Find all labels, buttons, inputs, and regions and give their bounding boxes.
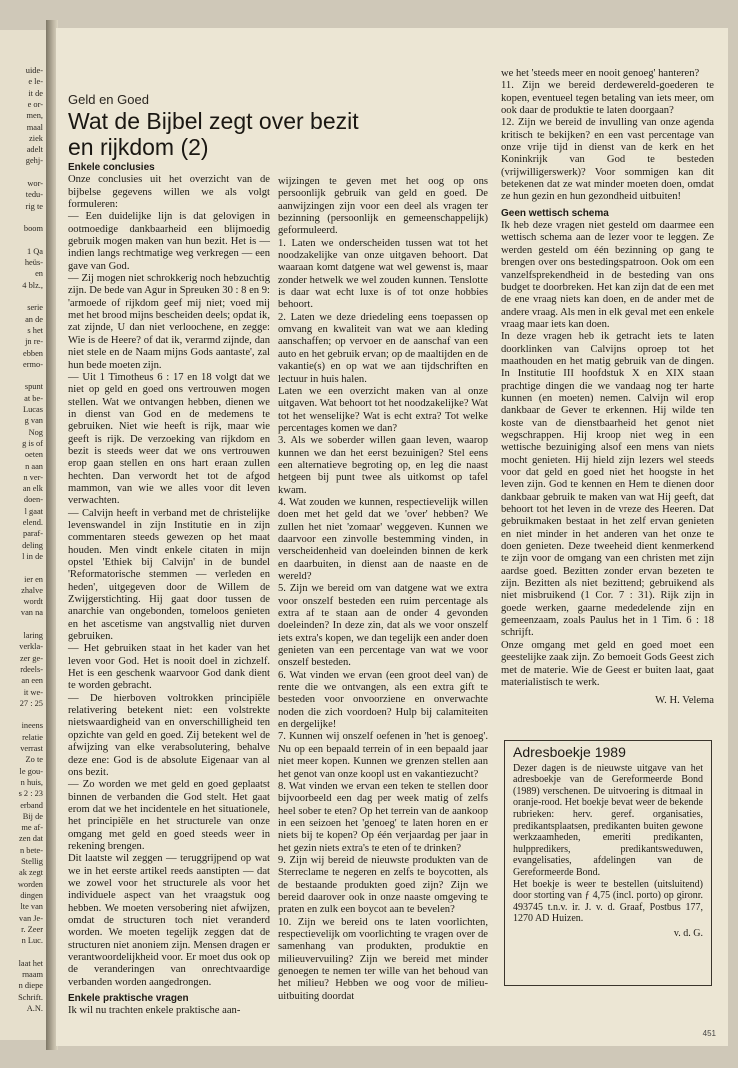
paragraph: 11. Zijn we bereid derdewereld-goederen te kopen, eventueel tegen betaling van iets meer, om ook daar de produktie te laten doorgaan? <box>501 80 714 117</box>
left-page-fragment: gehj- <box>25 156 43 166</box>
subheading: Enkele conclusies <box>68 162 155 173</box>
left-page-fragment: lte van <box>20 902 43 912</box>
box-order: Het boekje is weer te bestellen (uitsluitend) door storting van ƒ 4,75 (incl. porto) op gironr. 493745 t.n.v. ir. J. v. d. Graaf, Postbus 177, 1270 AD Huizen. <box>513 878 703 925</box>
paragraph: Onze omgang met geld en goed moet een geestelijke zaak zijn. Zo bemoeit Gods Geest zich met de materie. Wie de Geest er buiten laat, gaat materialistisch te werk. <box>501 639 714 688</box>
left-page-fragment: l gaat <box>24 506 43 516</box>
left-page-fragment: ziek <box>29 133 43 143</box>
left-page-fragment: Zo te <box>25 755 43 765</box>
left-page-fragment: jn re- <box>25 337 43 347</box>
paragraph: In deze vragen heb ik getracht iets te laten doorklinken van Calvijns oproep tot het maathouden en het matig gebruik van de dingen. In Institutie III hoofdstuk X en XIX staan prachtige dingen die we vandaag nog ter harte kunnen (en moeten) nemen. Calvijn wil erop dankbaar de Gever te erkennen. Hij wilde ten koste van de dienstbaarheid het genot niet wegschrappen. Hij kroop niet weg in een wettische bezuiniging alsof een mens van niets mocht genieten. Hij hield zijn lezers wel steeds voor dat geld en goed niet het hoogste in het leven zijn. God te kennen en Hem te dienen door dankbaar gebruik te maken van wat Hij geeft, dat behoort tot het leven in de vreze des Heeren. Dat gebruikmaken bestaat in het zelf ervan genieten en niet minder in het anderen van het onze te doen genieten. Deze tweeheid dient kenmerkend te zijn voor de omgang van een christen met zijn aardse goed. Bezitten zonder ervan bezeten te zijn. Bezitten als niet bezittend; gebruikend als niet misbruikend (1 Cor. 7 : 31). Rijk zijn in goede werken, gaarne mededelende zijn en gemeenzaam, zoals Paulus het in 1 Tim. 6 : 18 schrijft. <box>501 331 714 639</box>
paragraph: Laten we een overzicht maken van al onze uitgaven. Wat behoort tot het noodzakelijke? Wat tot het wenselijke? Wat is echt extra? Tot welke percentages komen we dan? <box>278 385 488 434</box>
left-page-fragment: an de <box>25 314 43 324</box>
paragraph: 2. Laten we deze driedeling eens toepassen op omvang en kwaliteit van wat we aan kleding aanschaffen; op vervoer en de aanschaf van een auto en het gebruik ervan; op de maaltijden en de vakantie(s) en op wat we aan tijdschriften en lectuur in huis halen. <box>278 311 488 385</box>
left-page-fragment: n diepe <box>18 981 43 991</box>
box-signature: v. d. G. <box>673 927 703 939</box>
left-page-fragment: deling <box>22 540 43 550</box>
left-page-fragment: wor- <box>27 179 43 188</box>
paragraph: — Calvijn heeft in verband met de christelijke levenswandel in zijn Institutie en in zijn commentaren steeds gewezen op het maat houden. Men vindt enkele citaten in mijn opstel 'Ethiek bij Calvijn' in de bundel 'Reformatorische stemmen — verleden en heden', uitgegeven door de Willem de Zwijgerstichting. Hij gaat door tussen de anarchie van ongebonden, tomeloos genieten en het ascetisme van angstvallig niet durven gebruiken. <box>68 507 270 643</box>
left-page-fragment: ier en <box>24 574 43 584</box>
left-page-fragment: s 2 : 23 <box>18 789 43 799</box>
article-page <box>56 28 728 1046</box>
left-page-fragment: zer ge- <box>19 653 43 663</box>
left-page-fragment: spunt <box>24 382 43 392</box>
left-page-fragment: e or- <box>27 99 43 109</box>
left-page-fragment: verrast <box>20 744 43 753</box>
left-page-fragment: ak zegt <box>19 868 43 878</box>
box-body: Dezer dagen is de nieuwste uitgave van het adresboekje van de Gereformeerde Bond (1989) verschenen. De uitvoering is ditmaal in oranje-rood. Het boekje bevat weer de bekende rubrieken: herv. geref. organisaties, predikantsplaatsen, predikanten buiten gewone werkzaamheden, emeriti predikanten, hulppredikers, predikantsweduwen, evangelisaties, afdelingen van de Gereformeerde Bond. <box>513 762 703 878</box>
left-page-fragment: Stellig <box>21 857 43 866</box>
paragraph: 10. Zijn we bereid ons te laten voorlichten, respectievelijk om voorlichting te vragen over de samenhang van produkten, produktie en milieuvervuiling? Zijn we bereid met minder genoegen te nemen ter wille van het behoud van het milieu? Hebben we oog voor de milieu-uitbuiting doordat <box>278 916 488 1002</box>
subheading: Geen wettisch schema <box>501 207 609 219</box>
left-page-fragment: e le- <box>28 77 43 87</box>
left-page-fragment: g is of <box>22 438 43 448</box>
left-page-fragment: n Luc. <box>21 936 43 946</box>
paragraph: 6. Wat vinden we ervan (een groot deel van) de rente die we ontvangen, als een extra gift te besteden voor onvoorziene en onverwachte noden die zich voordoen? Hulp bij calamiteiten en dergelijke! <box>278 669 488 731</box>
paragraph: — Uit 1 Timotheus 6 : 17 en 18 volgt dat we niet op geld en goed ons vertrouwen mogen stellen. Wat we ontvangen hebben, dienen we in dienst van God en de medemens te gebruiken. Niet wie heeft is rijk, maar wie geeft is rijk. De verzoeking van rijkdom en bezit is steeds weer dat we ons vertrouwen erop gaan stellen en ons hart eraan zullen hechten. Dan verwordt het tot de afgod mammon, van wie we alles voor dit leven verwachten. <box>68 371 270 507</box>
left-page-fragment: ineens <box>21 721 43 731</box>
subheading: Enkele praktische vragen <box>68 993 189 1005</box>
left-page-fragment: ermo- <box>23 359 43 369</box>
left-page-fragment: laat het <box>18 958 43 968</box>
left-page-fragment: Lucas <box>23 405 43 414</box>
page-number: 451 <box>702 1029 716 1038</box>
paragraph: — Zij mogen niet schrokkerig noch hebzuchtig zijn. De bede van Agur in Spreuken 30 : 8 en 9: 'armoede of rijkdom geef mij niet; voed mij met het brood mijns bescheiden deels; opdat ik, zat zijnde, U dan niet verloochene, en zegge: Wie is de Heere? of dat ik, verarmd zijnde, dan niet stele en de Naam mijns Gods aantaste', zal hun bede moeten zijn. <box>68 273 270 371</box>
column-2 <box>278 176 488 1003</box>
left-page-fragment: serie <box>27 303 43 313</box>
left-page-fragment: zen dat <box>19 834 43 844</box>
left-page-fragment: n bete- <box>19 845 43 855</box>
left-page-fragment: dingen <box>20 890 43 900</box>
left-page-fragment: 27 : 25 <box>19 698 43 708</box>
left-page-fragment: an een <box>21 676 43 686</box>
paragraph: we het 'steeds meer en nooit genoeg' hanteren? <box>501 68 700 79</box>
paragraph: 1. Laten we onderscheiden tussen wat tot het noodzakelijke van onze uitgaven behoort. Dat waaraan komt datgene wat wel gewenst is, maar zonder hetwelk we wel zouden kunnen. Tenslotte is daar wat echt luxe is of tot onze hobbies behoort. <box>278 237 488 311</box>
left-page-fragment: men, <box>26 111 43 121</box>
left-page-fragment: verkla- <box>19 642 43 652</box>
left-page-fragment: heüs- <box>24 258 43 268</box>
left-page-fragment: g van <box>24 416 43 426</box>
paragraph: 7. Kunnen wij onszelf oefenen in 'het is genoeg'. Nu op een bepaald terrein of in een bepaald jaar niet meer kopen. Kunnen we grenzen stellen aan het genot van onze koopl ust en vakantiezucht? <box>278 731 488 780</box>
left-page-fragment: paraf- <box>23 529 43 539</box>
paragraph: — Een duidelijke lijn is dat gelovigen in ootmoedige dankbaarheid een blijmoedig gebruik mogen maken van hun bezit. Het is — indien langs rechtmatige weg verkregen — een gave van God. <box>68 211 270 272</box>
paragraph: 8. Wat vinden we ervan een teken te stellen door bijvoorbeeld een dag per week matig of zelfs heel sober te eten? Op het terrein van de aankoop in een seizoen het 'genoeg' te laten horen en er niets bij te kopen? Op één verjaardag per jaar in het gezin niets extra's te eten of te drinken? <box>278 780 488 854</box>
left-page-fragment: wordt <box>23 597 43 607</box>
paragraph: 5. Zijn we bereid om van datgene wat we extra voor onszelf besteden een ruim percentage als extra af te staan aan de onder 4 gevonden doeleinden? In deze zin, dat als we voor onszelf iets extra's kopen, we dan tegelijk een ander doen genieten van een percentage van wat we voor onszelf besteden. <box>278 583 488 669</box>
left-page-fragment: relatie <box>22 732 43 742</box>
section-kicker: Geld en Goed <box>68 92 149 107</box>
left-page-fragment: le gou- <box>19 766 43 776</box>
paragraph: — Het gebruiken staat in het kader van het leven voor God. Het is nooit doel in zichzelf. Het is een geschenk waarvoor God dank dient te worden gebracht. <box>68 643 270 692</box>
left-page-fragment: an elk <box>22 484 43 494</box>
left-page-fragment: n huis, <box>20 777 43 787</box>
left-page-fragment: doen- <box>23 495 43 505</box>
left-page-fragment: worden <box>17 879 43 889</box>
left-page-fragment: 1 Qa <box>26 246 43 256</box>
left-page-fragment: at be- <box>24 393 43 403</box>
paragraph: 12. Zijn we bereid de invulling van onze agenda kritisch te bekijken? en een vast percentage van onze vrije tijd in dienst van de kerk en het Koninkrijk van God te besteden (vrijwilligerswerk)? Voor sommigen kan dit betekenen dat ze wat minder moeten doen, omdat ze hun gezin en hun gezondheid uitbuiten! <box>501 117 714 203</box>
left-page-fragment: me af- <box>21 823 43 833</box>
left-page-fragment: van Je- <box>19 913 43 923</box>
left-page-fragment: en <box>35 269 43 279</box>
left-page-fragment: n ver- <box>23 472 43 482</box>
box-title: Adresboekje 1989 <box>513 744 626 760</box>
left-page-fragment: it de <box>28 88 43 98</box>
left-page-fragment: A.N. <box>26 1003 43 1013</box>
left-page-fragment: tedu- <box>25 190 43 200</box>
paragraph: — Zo worden we met geld en goed geplaatst binnen de verbanden die God stelt. Het gaat erom dat we het incidentele en het situationele, het principiële en het structurele van onze omgang met geld en goed steeds weer in rekening brengen. <box>68 779 270 852</box>
left-page-fragment: s het <box>27 325 43 335</box>
left-page-fragment: uide- <box>25 66 43 75</box>
author-signature: W. H. Velema <box>655 695 714 707</box>
left-page-fragment: n aan <box>25 461 43 471</box>
paragraph: Ik heb deze vragen niet gesteld om daarmee een wettisch schema aan de lezer voor te leggen. Ze werden gesteld om één bezinning op gang te brengen over ons bestedingspatroon. Ook om een vanzelfsprekendheid in de besteding van ons budget te doorbreken. Het kan zijn dat de een met de ene vraag niets kan doen, en de ander met de andere vraag. Als men in elk geval met een enkele vraag maar iets kan doen. <box>501 220 714 330</box>
left-page-fragment: zhalve <box>21 585 43 595</box>
left-page-fragment: rdeels- <box>20 664 43 674</box>
article-title: Wat de Bijbel zegt over bezit en rijkdom (2) <box>68 108 359 160</box>
left-page-fragment: Bij de <box>22 811 43 821</box>
left-page-fragment: it we- <box>23 687 43 697</box>
left-page-margin <box>0 30 48 1040</box>
left-page-fragment: Schrift. <box>18 992 43 1002</box>
paragraph: 4. Wat zouden we kunnen, respectievelijk willen doen met het geld dat we 'over' hebben? We zullen het niet 'zomaar' weggeven. Kunnen we daarvoor een zinvolle bestemming vinden, in verscheidenheid van doeleinden binnen de kerk en daarbuiten, in dienst aan de naaste en de wereld? <box>278 496 488 582</box>
left-page-fragment: van na <box>20 608 43 618</box>
left-page-fragment: laring <box>23 631 43 640</box>
left-page-fragment: elend. <box>22 518 43 527</box>
left-page-fragment: maal <box>26 122 43 132</box>
column-3 <box>501 68 714 708</box>
paragraph: — De hierboven voltrokken principiële relativering betekent niet: een volstrekte nietswaardigheid van en onverschilligheid ten opzichte van geld en goed. Zij betekent wel de afwijzing van elke verabsolutering, behalve deze ene: God is de absolute Eigenaar van al ons bezit. <box>68 692 270 778</box>
left-page-fragment: oeten <box>24 450 43 460</box>
left-page-fragment: rig te <box>25 201 43 211</box>
left-page-fragment: ebben <box>23 348 43 358</box>
adresboekje-box <box>504 740 712 986</box>
left-page-fragment: 4 blz., <box>22 280 43 290</box>
column-1 <box>68 158 270 1018</box>
left-page-fragment: adelt <box>26 145 43 155</box>
left-page-fragment: erband <box>20 800 43 810</box>
left-page-fragment: r. Zeer <box>21 924 43 934</box>
left-page-fragment: Nog <box>28 427 43 437</box>
left-page-fragment: rnaam <box>22 970 43 979</box>
paragraph: Dit laatste wil zeggen — teruggrijpend op wat we in het eerste artikel reeds aanstipten — dat we zowel voor het structurele als voor het individuele aspect van het vraagstuk oog hebben. We moeten versobering niet afwijzen, omdat de structuren toch niet veranderd worden. We moeten tegelijk zeggen dat de structuren niet anoniem zijn. Mensen dragen er verantwoordelijkheid voor. Er moet dus ook op de veranderingen van onrechtvaardige verbanden worden aangedrongen. <box>68 853 270 988</box>
left-page-fragment: l in de <box>22 551 43 561</box>
paragraph: Onze conclusies uit het overzicht van de bijbelse gegevens willen we als volgt formuleren: <box>68 174 270 211</box>
paragraph: 3. Als we soberder willen gaan leven, waarop kunnen we dan het eerst bezuinigen? Stel eens een alternatieve begroting op, en leg die naast hetgeen bij punt twee als uitkomst op tafel kwam. <box>278 435 488 496</box>
left-page-fragment: boom <box>23 224 43 234</box>
paragraph: Ik wil nu trachten enkele praktische aan- <box>68 1005 241 1017</box>
paragraph: wijzingen te geven met het oog op ons persoonlijk gebruik van geld en goed. De aanwijzingen zijn voor een deel als vragen ter bezinning (persoonlijk en gemeenschappelijk) geformuleerd. <box>278 176 488 237</box>
paragraph: 9. Zijn wij bereid de nieuwste produkten van de Sterreclame te negeren en zelfs te boycotten, als de bestaande produkten goed zijn? Zijn we bereid daarover ook in onze naaste omgeving te praten en zulk een boycot aan te bevelen? <box>278 854 488 916</box>
